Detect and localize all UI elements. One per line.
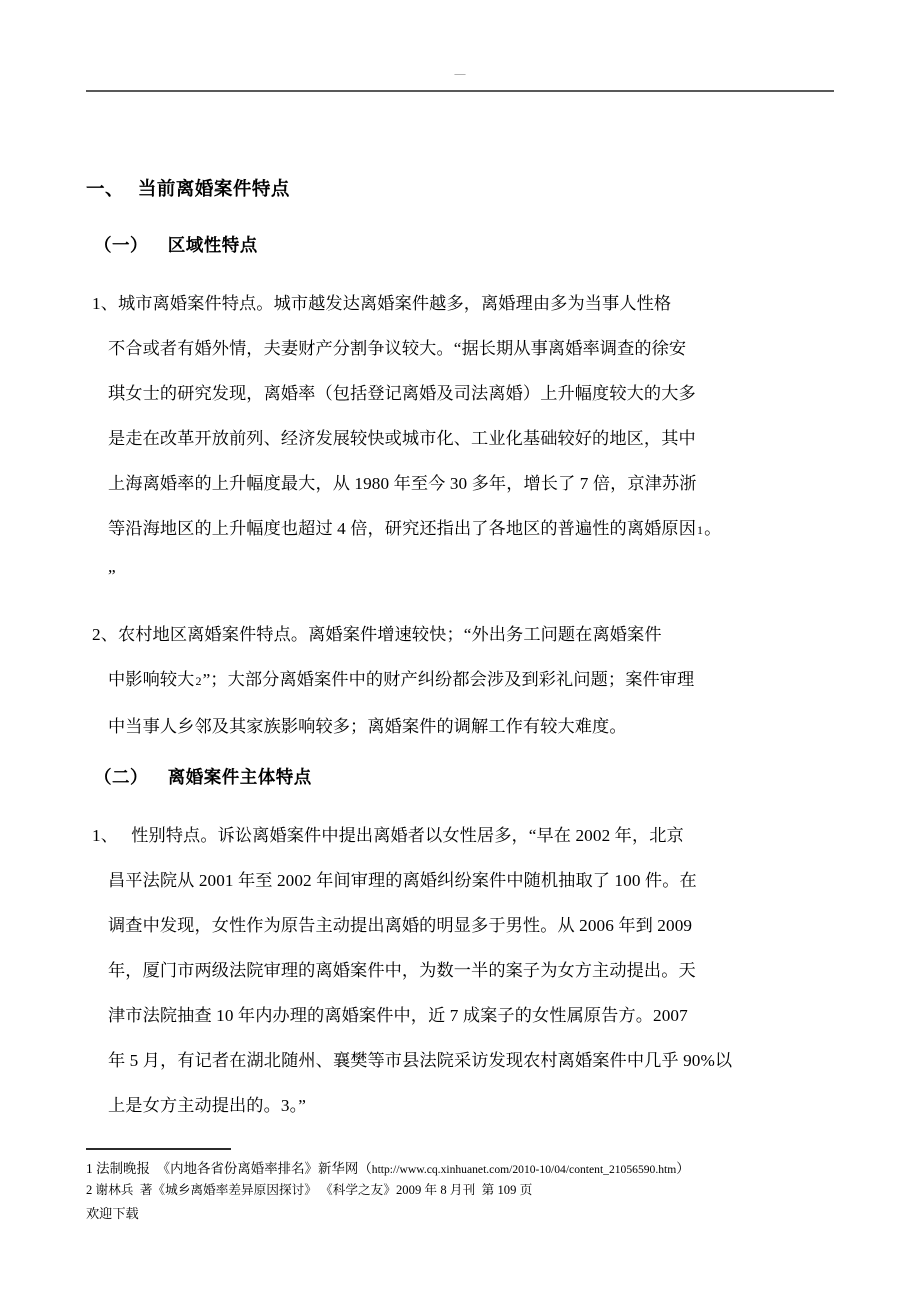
paragraph-urban-divorce — [86, 281, 840, 598]
footnote-item-1 — [86, 1158, 840, 1180]
paragraph-line: 不合或者有婚外情，夫妻财产分割争议较大。“据长期从事离婚率调查的徐安 — [108, 339, 687, 358]
paragraph-line-text: 中影响较大 — [108, 670, 195, 689]
paragraph-line-with-footnote — [86, 657, 840, 704]
footer-download-note: 欢迎下载 — [86, 1206, 139, 1221]
heading-divorce-case-subject-features: （二） 离婚案件主体特点 — [94, 768, 312, 788]
paragraph-line: 年 5 月，有记者在湖北随州、襄樊等市县法院采访发现农村离婚案件中几乎 90%以 — [108, 1051, 733, 1070]
paragraph-line-tail: ”；大部分离婚案件中的财产纠纷都会涉及到彩礼问题；案件审理 — [202, 670, 695, 689]
paragraph-line: 上是女方主动提出的。3。” — [108, 1096, 306, 1115]
paragraph-line: 津市法院抽查 10 年内办理的离婚案件中，近 7 成案子的女性属原告方。2007 — [108, 1006, 688, 1025]
footnote-number: 2 — [86, 1183, 93, 1197]
header-center-mark: — — [454, 68, 466, 80]
footnote-text: 谢林兵 著《城乡离婚率差异原因探讨》 《科学之友》2009 年 8 月刊 第 109 页 — [92, 1183, 533, 1197]
paragraph-line: 琪女士的研究发现，离婚率（包括登记离婚及司法离婚）上升幅度较大的大多 — [108, 384, 696, 403]
footnote-separator — [86, 1148, 231, 1150]
footnote-url[interactable]: http://www.cq.xinhuanet.com/2010-10/04/content_21056590.htm — [371, 1163, 677, 1176]
paragraph-rural-divorce — [86, 612, 840, 749]
footnote-item-2 — [86, 1180, 840, 1201]
heading-regional-features: （一） 区域性特点 — [94, 236, 258, 256]
paragraph-line: 年，厦门市两级法院审理的离婚案件中，为数一半的案子为女方主动提出。天 — [108, 961, 696, 980]
footnote-number: 1 — [86, 1161, 93, 1176]
paragraph-line: 昌平法院从 2001 年至 2002 年间审理的离婚纠纷案件中随机抽取了 100 件。在 — [108, 871, 697, 890]
page-header — [86, 62, 834, 96]
heading-current-divorce-case-features: 一、 当前离婚案件特点 — [86, 179, 290, 200]
footnote-text: 法制晚报 《内地各省份离婚率排名》新华网（ — [92, 1161, 372, 1176]
paragraph-line: 上海离婚率的上升幅度最大，从 1980 年至今 30 多年，增长了 7 倍，京津苏浙 — [108, 474, 697, 493]
paragraph-line: 中当事人乡邻及其家族影响较多；离婚案件的调解工作有较大难度。 — [108, 717, 627, 736]
paragraph-line: 2、农村地区离婚案件特点。离婚案件增速较快；“外出务工问题在离婚案件 — [92, 625, 662, 644]
paragraph-line-with-footnote — [86, 506, 840, 553]
paragraph-line: 调查中发现，女性作为原告主动提出离婚的明显多于男性。从 2006 年到 2009 — [108, 916, 693, 935]
footnote-text-tail: ） — [676, 1161, 690, 1176]
footnote-area — [86, 1148, 840, 1224]
paragraph-line-tail: 。 — [704, 519, 722, 538]
paragraph-gender-features — [86, 813, 840, 1128]
footnote-marker-1: 1 — [696, 523, 704, 537]
paragraph-line-text: 等沿海地区的上升幅度也超过 4 倍，研究还指出了各地区的普遍性的离婚原因 — [108, 519, 696, 538]
paragraph-line: 是走在改革开放前列、经济发展较快或城市化、工业化基础较好的地区，其中 — [108, 429, 696, 448]
document-content — [86, 175, 840, 1142]
header-divider — [86, 90, 834, 92]
paragraph-line: 1、 性别特点。诉讼离婚案件中提出离婚者以女性居多，“早在 2002 年，北京 — [92, 826, 684, 845]
paragraph-line-closing-quote: ” — [108, 566, 116, 585]
footnote-marker-2: 2 — [195, 674, 202, 688]
paragraph-line: 1、城市离婚案件特点。城市越发达离婚案件越多，离婚理由多为当事人性格 — [92, 294, 672, 313]
